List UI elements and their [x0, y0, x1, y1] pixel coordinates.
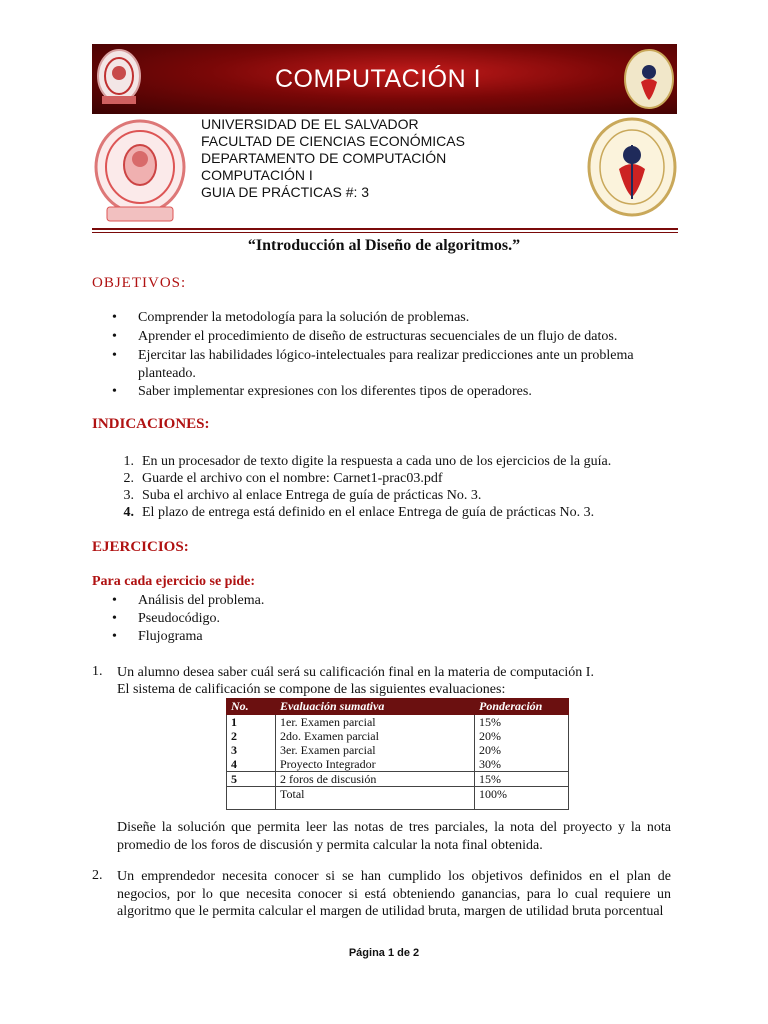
table-row: 3 3er. Examen parcial 20% — [227, 743, 569, 757]
faculty-seal-icon — [623, 48, 675, 110]
exercise-text: Un emprendedor necesita conocer si se han cumplido los objetivos definidos en el plan de negocios, por lo que necesita conocer si está obteniendo ganancias, para lo cual requiere un algoritmo que le permita calcular el margen de utilidad bruta, margen de utilidad bruta porcentual — [117, 869, 671, 919]
table-header: Evaluación sumativa — [276, 699, 475, 715]
header-divider — [92, 228, 678, 230]
university-seal-icon — [94, 46, 144, 112]
institution-line: DEPARTAMENTO DE COMPUTACIÓN — [201, 150, 447, 166]
table-header-row — [227, 699, 569, 715]
table-row: 4 Proyecto Integrador 30% — [227, 757, 569, 772]
exercise-number: 1. — [92, 664, 103, 679]
evaluation-table — [226, 698, 569, 810]
exercise-text: Diseñe la solución que permita leer las notas de tres parciales, la nota del proyecto y la nota promedio de los foros de discusión y permita calcular la nota final obtenida. — [117, 820, 671, 853]
table-row: 2 2do. Examen parcial 20% — [227, 729, 569, 743]
objetivos-heading: OBJETIVOS: — [92, 275, 187, 291]
university-large-seal-icon — [93, 119, 187, 225]
table-header: No. — [227, 699, 276, 715]
header-divider-thin — [92, 232, 678, 233]
table-header: Ponderación — [475, 699, 569, 715]
faculty-large-seal-icon — [587, 117, 677, 217]
exercise-text: Un alumno desea saber cuál será su calificación final en la materia de computación I. — [117, 665, 594, 680]
ejercicios-heading: EJERCICIOS: — [92, 539, 189, 555]
ejercicios-subheading: Para cada ejercicio se pide: — [92, 574, 256, 589]
page-number: Página 1 de 2 — [348, 947, 420, 959]
exercise-text: El sistema de calificación se compone de las siguientes evaluaciones: — [117, 682, 506, 697]
institution-line: GUIA DE PRÁCTICAS #: 3 — [201, 184, 370, 200]
indicaciones-heading: INDICACIONES: — [92, 416, 210, 432]
table-row: 5 2 foros de discusión 15% — [227, 772, 569, 787]
institution-line: FACULTAD DE CIENCIAS ECONÓMICAS — [201, 133, 465, 149]
institution-line: UNIVERSIDAD DE EL SALVADOR — [201, 116, 419, 132]
table-row: 1 1er. Examen parcial 15% — [227, 715, 569, 730]
banner-title: COMPUTACIÓN I — [275, 65, 482, 93]
exercise-number: 2. — [92, 868, 103, 883]
institution-block — [201, 116, 465, 201]
document-title: “Introducción al Diseño de algoritmos.” — [247, 237, 521, 254]
table-total-row: Total 100% — [227, 787, 569, 810]
institution-line: COMPUTACIÓN I — [201, 167, 313, 183]
